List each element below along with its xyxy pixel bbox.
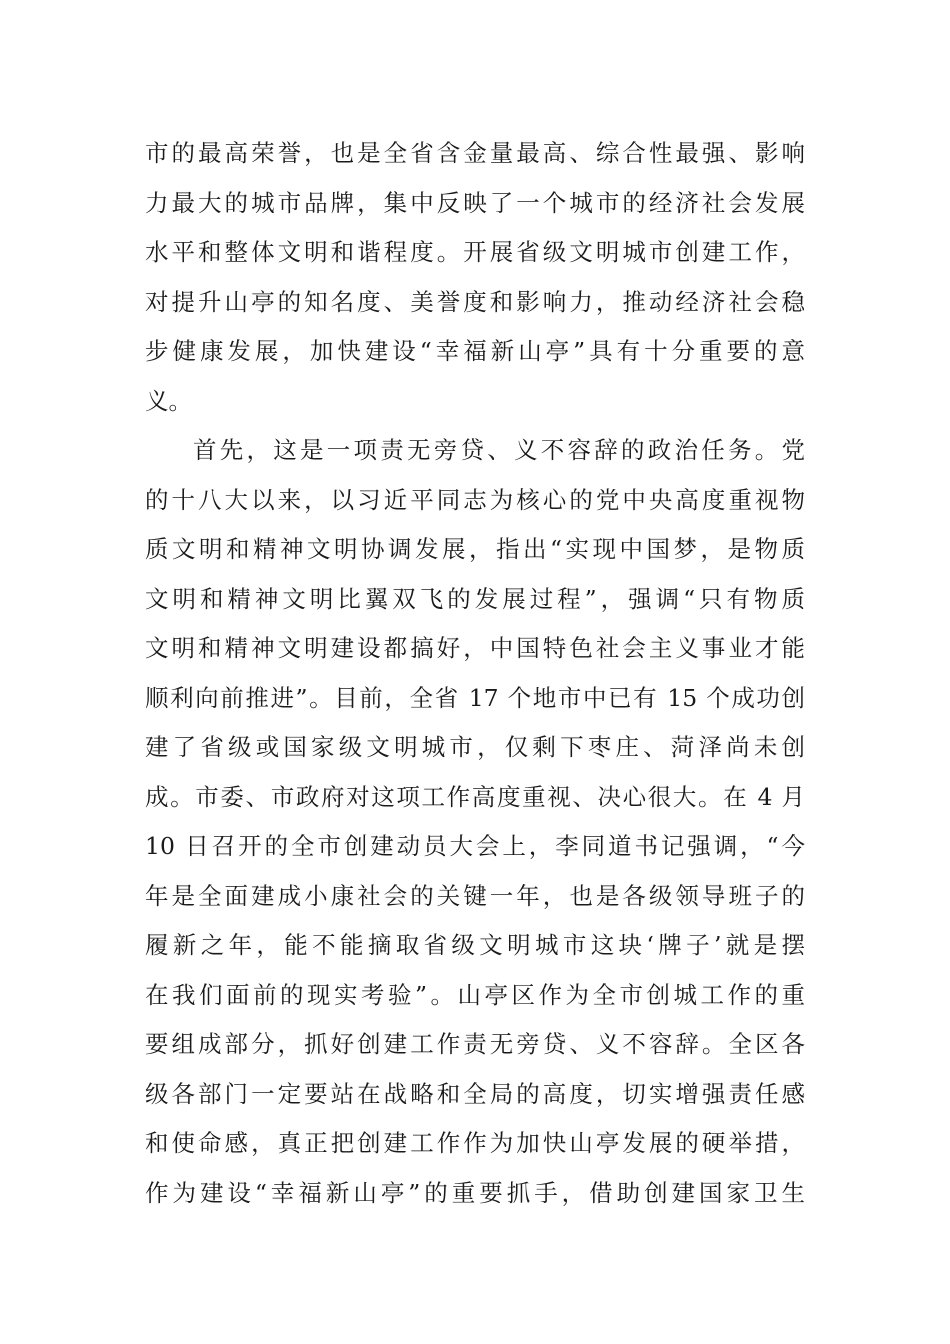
text-line: 建了省级或国家级文明城市，仅剩下枣庄、菏泽尚未创 [145,733,805,761]
paragraph-2 [145,426,805,1218]
text-line: 10 日召开的全市创建动员大会上，李同道书记强调，“今 [145,832,805,860]
text-line: 首先，这是一项责无旁贷、义不容辞的政治任务。党 [193,436,805,464]
text-line: 质文明和精神文明协调发展，指出“实现中国梦，是物质 [145,535,805,563]
text-line: 文明和精神文明比翼双飞的发展过程”，强调“只有物质 [145,584,805,613]
text-line: 义。 [145,386,192,415]
text-line: 成。市委、市政府对这项工作高度重视、决心很大。在 4 月 [145,782,805,811]
text-line: 要组成部分，抓好创建工作责无旁贷、义不容辞。全区各 [145,1030,805,1058]
text-line: 步健康发展，加快建设“幸福新山亭”具有十分重要的意 [145,337,805,365]
text-line: 文明和精神文明建设都搞好，中国特色社会主义事业才能 [145,634,805,662]
text-line: 级各部门一定要站在战略和全局的高度，切实增强责任感 [145,1079,805,1108]
body-text [145,129,805,1218]
text-line: 作为建设“幸福新山亭”的重要抓手，借助创建国家卫生 [145,1178,805,1207]
text-line: 水平和整体文明和谐程度。开展省级文明城市创建工作， [145,238,805,266]
text-line: 履新之年，能不能摘取省级文明城市这块‘牌子’就是摆 [145,931,805,959]
text-line: 力最大的城市品牌，集中反映了一个城市的经济社会发展 [145,188,805,217]
text-line: 对提升山亭的知名度、美誉度和影响力，推动经济社会稳 [145,287,805,316]
text-line: 市的最高荣誉，也是全省含金量最高、综合性最强、影响 [145,139,805,167]
text-line: 在我们面前的现实考验”。山亭区作为全市创城工作的重 [145,980,805,1009]
paragraph-1 [145,129,805,426]
text-line: 的十八大以来，以习近平同志为核心的党中央高度重视物 [145,485,805,514]
text-line: 顺利向前推进”。目前，全省 17 个地市中已有 15 个成功创 [145,683,805,712]
text-line: 年是全面建成小康社会的关键一年，也是各级领导班子的 [145,881,805,910]
text-line: 和使命感，真正把创建工作作为加快山亭发展的硬举措， [145,1129,805,1157]
